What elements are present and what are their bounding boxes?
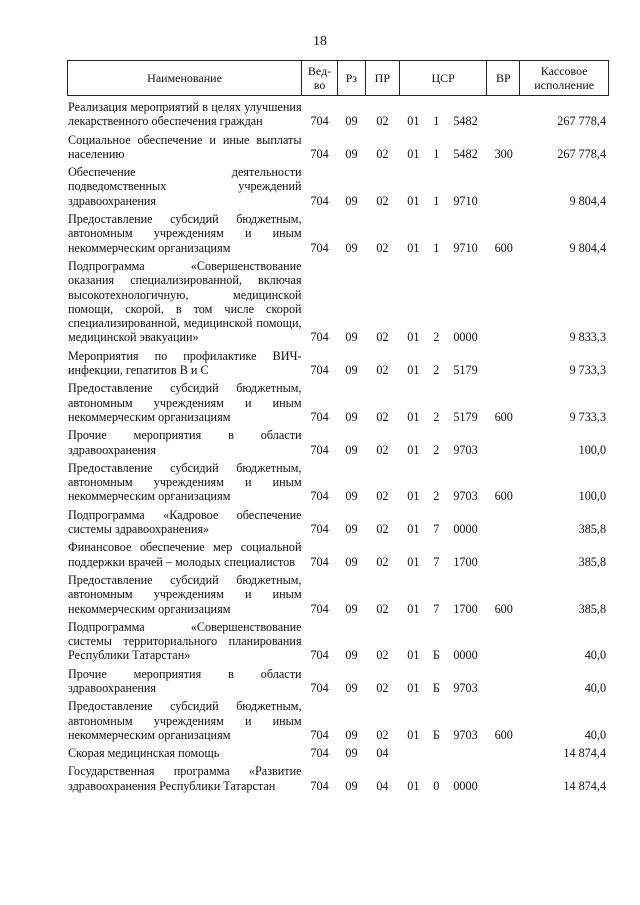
row-csr-direction: 9703	[453, 442, 478, 457]
row-amount: 9 733,3	[569, 409, 607, 424]
row-csr-direction: 5482	[453, 114, 478, 129]
table-row	[67, 540, 609, 569]
row-csr-direction: 5179	[453, 363, 478, 378]
header-csr: ЦСР	[399, 61, 487, 95]
row-rz: 09	[345, 522, 358, 537]
row-rz: 09	[345, 146, 358, 161]
table-row	[67, 699, 609, 742]
row-csr-direction: 1700	[453, 554, 478, 569]
row-vr: 300	[494, 146, 513, 161]
row-name: Прочие мероприятия в области здравоохранения	[68, 428, 302, 457]
row-vr: 600	[494, 489, 513, 504]
row-amount: 385,8	[578, 554, 607, 569]
row-csr-subprogram: 1	[433, 240, 440, 255]
row-csr-subprogram: 7	[433, 601, 440, 616]
row-csr-direction: 9710	[453, 193, 478, 208]
table-row	[67, 349, 609, 378]
row-ved: 704	[310, 409, 329, 424]
row-amount: 14 874,4	[563, 778, 607, 793]
table-row	[67, 100, 609, 129]
header-ved: Вед- во	[301, 61, 337, 95]
row-ved: 704	[310, 554, 329, 569]
row-pr: 04	[376, 746, 389, 761]
row-amount: 40,0	[584, 648, 607, 663]
table-row	[67, 573, 609, 616]
row-amount: 267 778,4	[557, 114, 607, 129]
row-vr: 600	[494, 727, 513, 742]
row-ved: 704	[310, 114, 329, 129]
header-pr: ПР	[365, 61, 399, 95]
row-amount: 385,8	[578, 601, 607, 616]
row-vr: 600	[494, 240, 513, 255]
row-name: Предоставление субсидий бюджетным, автономным учреждениям и иным некоммерческим организациям	[68, 699, 302, 742]
row-name: Финансовое обеспечение мер социальной поддержки врачей – молодых специалистов	[68, 540, 302, 569]
row-pr: 02	[376, 601, 389, 616]
row-amount: 100,0	[578, 442, 607, 457]
row-ved: 704	[310, 522, 329, 537]
row-amount: 9 804,4	[569, 240, 607, 255]
row-pr: 02	[376, 522, 389, 537]
row-csr-subprogram: 1	[433, 193, 440, 208]
row-pr: 02	[376, 648, 389, 663]
row-name: Реализация мероприятий в целях улучшения лекарственного обеспечения граждан	[68, 100, 302, 129]
row-amount: 267 778,4	[557, 146, 607, 161]
row-pr: 02	[376, 146, 389, 161]
row-csr-program: 01	[407, 601, 420, 616]
row-rz: 09	[345, 240, 358, 255]
row-rz: 09	[345, 193, 358, 208]
row-csr-direction: 5482	[453, 146, 478, 161]
row-rz: 09	[345, 746, 358, 761]
table-row	[67, 746, 609, 760]
table-body	[67, 100, 609, 793]
row-name: Социальное обеспечение и иные выплаты населению	[68, 132, 302, 161]
table-row	[67, 381, 609, 424]
row-ved: 704	[310, 648, 329, 663]
row-ved: 704	[310, 193, 329, 208]
row-name: Предоставление субсидий бюджетным, автономным учреждениям и иным некоммерческим организациям	[68, 381, 302, 424]
row-csr-program: 01	[407, 409, 420, 424]
row-csr-direction: 9703	[453, 680, 478, 695]
row-amount: 100,0	[578, 489, 607, 504]
row-vr: 600	[494, 409, 513, 424]
row-rz: 09	[345, 114, 358, 129]
row-csr-program: 01	[407, 554, 420, 569]
row-csr-program: 01	[407, 114, 420, 129]
row-ved: 704	[310, 330, 329, 345]
row-csr-subprogram: 0	[433, 778, 440, 793]
row-csr-direction: 1700	[453, 601, 478, 616]
budget-table	[67, 60, 609, 793]
row-csr-program: 01	[407, 146, 420, 161]
row-ved: 704	[310, 146, 329, 161]
row-name: Подпрограмма «Кадровое обеспечение системы здравоохранения»	[68, 507, 302, 537]
row-name: Мероприятия по профилактике ВИЧ-инфекции, гепатитов В и С	[68, 348, 302, 378]
row-rz: 09	[345, 727, 358, 742]
table-row	[67, 212, 609, 255]
row-csr-program: 01	[407, 648, 420, 663]
header-rz: Рз	[337, 61, 365, 95]
table-row	[67, 667, 609, 696]
row-ved: 704	[310, 746, 329, 761]
row-name: Прочие мероприятия в области здравоохранения	[68, 666, 302, 695]
row-csr-subprogram: Б	[432, 648, 440, 663]
table-row	[67, 133, 609, 162]
row-name: Обеспечение деятельности подведомственных учреждений здравоохранения	[68, 165, 302, 208]
row-csr-direction: 0000	[453, 778, 478, 793]
row-ved: 704	[310, 601, 329, 616]
row-ved: 704	[310, 778, 329, 793]
table-row	[67, 620, 609, 663]
row-amount: 385,8	[578, 522, 607, 537]
row-csr-program: 01	[407, 330, 420, 345]
table-row	[67, 165, 609, 208]
row-pr: 02	[376, 330, 389, 345]
header-name: Наименование	[147, 71, 222, 85]
row-rz: 09	[345, 554, 358, 569]
row-pr: 02	[376, 409, 389, 424]
row-rz: 09	[345, 778, 358, 793]
row-csr-program: 01	[407, 363, 420, 378]
row-csr-direction: 0000	[453, 522, 478, 537]
row-ved: 704	[310, 240, 329, 255]
row-rz: 09	[345, 648, 358, 663]
row-rz: 09	[345, 680, 358, 695]
row-csr-program: 01	[407, 240, 420, 255]
row-csr-subprogram: 1	[433, 114, 440, 129]
row-csr-subprogram: Б	[432, 680, 440, 695]
row-name: Предоставление субсидий бюджетным, автономным учреждениям и иным некоммерческим организациям	[68, 572, 302, 616]
table-row	[67, 508, 609, 537]
table-row	[67, 461, 609, 504]
row-pr: 02	[376, 442, 389, 457]
row-pr: 02	[376, 114, 389, 129]
row-csr-subprogram: 2	[433, 442, 440, 457]
row-pr: 02	[376, 193, 389, 208]
row-name: Предоставление субсидий бюджетным, автономным учреждениям и иным некоммерческим организациям	[68, 460, 302, 504]
row-amount: 40,0	[584, 727, 607, 742]
row-amount: 40,0	[584, 680, 607, 695]
row-pr: 02	[376, 363, 389, 378]
row-rz: 09	[345, 363, 358, 378]
row-csr-subprogram: 2	[433, 409, 440, 424]
row-vr: 600	[494, 601, 513, 616]
row-csr-direction: 9703	[453, 489, 478, 504]
row-ved: 704	[310, 489, 329, 504]
row-csr-program: 01	[407, 680, 420, 695]
table-row	[67, 428, 609, 457]
page-number: 18	[313, 34, 327, 49]
row-csr-program: 01	[407, 489, 420, 504]
table-header	[67, 60, 609, 96]
row-csr-subprogram: 7	[433, 522, 440, 537]
row-csr-direction: 9703	[453, 727, 478, 742]
row-name: Предоставление субсидий бюджетным, автономным учреждениям и иным некоммерческим организациям	[68, 212, 302, 255]
row-pr: 02	[376, 489, 389, 504]
row-amount: 14 874,4	[563, 746, 607, 761]
row-ved: 704	[310, 680, 329, 695]
row-ved: 704	[310, 363, 329, 378]
row-csr-subprogram: 1	[433, 146, 440, 161]
header-amount: Кассовое исполнение	[519, 61, 608, 95]
row-csr-program: 01	[407, 193, 420, 208]
row-csr-subprogram: 2	[433, 363, 440, 378]
row-pr: 04	[376, 778, 389, 793]
row-amount: 9 833,3	[569, 330, 607, 345]
row-csr-direction: 9710	[453, 240, 478, 255]
row-csr-direction: 0000	[453, 330, 478, 345]
row-csr-direction: 0000	[453, 648, 478, 663]
table-row	[67, 764, 609, 793]
row-ved: 704	[310, 442, 329, 457]
row-rz: 09	[345, 442, 358, 457]
table-row	[67, 259, 609, 345]
row-rz: 09	[345, 601, 358, 616]
row-csr-program: 01	[407, 522, 420, 537]
row-csr-program: 01	[407, 778, 420, 793]
row-csr-subprogram: 2	[433, 489, 440, 504]
row-pr: 02	[376, 727, 389, 742]
row-csr-program: 01	[407, 442, 420, 457]
row-name: Подпрограмма «Совершенствование системы территориального планирования Республики Татарстан»	[68, 619, 302, 663]
header-vr: ВР	[486, 61, 519, 95]
row-name: Государственная программа «Развитие здравоохранения Республики Татарстан	[68, 764, 302, 793]
row-pr: 02	[376, 240, 389, 255]
row-csr-subprogram: Б	[432, 727, 440, 742]
row-rz: 09	[345, 409, 358, 424]
row-ved: 704	[310, 727, 329, 742]
row-csr-subprogram: 2	[433, 330, 440, 345]
row-pr: 02	[376, 554, 389, 569]
row-amount: 9 804,4	[569, 193, 607, 208]
row-rz: 09	[345, 489, 358, 504]
row-amount: 9 733,3	[569, 363, 607, 378]
row-csr-subprogram: 7	[433, 554, 440, 569]
row-name: Скорая медицинская помощь	[68, 746, 220, 761]
row-csr-program: 01	[407, 727, 420, 742]
row-csr-direction: 5179	[453, 409, 478, 424]
row-pr: 02	[376, 680, 389, 695]
row-rz: 09	[345, 330, 358, 345]
row-name: Подпрограмма «Совершенствование оказания специализированной, включая высокотехнологичную, медицинской помощи, скорой, в том числе скорой специализированной, медицинской помощи, медицинской эвакуации»	[68, 258, 302, 345]
